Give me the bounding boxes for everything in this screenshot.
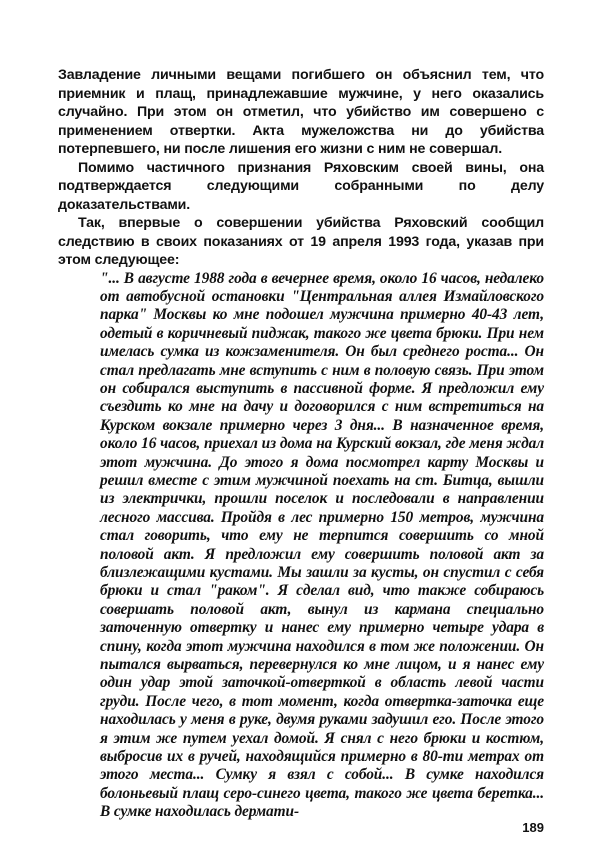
testimony-quote: "... В августе 1988 года в вечернее время, около 16 часов, недалеко от автобусной остановки "Центральная аллея Измайловского парка" Москвы ко мне подошел мужчина примерно 40-43 лет, одетый в коричневый пиджак, такого же цвета брюки. При нем имелась сумка из кожзаменителя. Он был среднего роста... Он стал предлагать мне вступить с ним в половую связь. При этом он собирался выступить в пассивной форме. Я предложил ему съездить ко мне на дачу и договорился с ним встретиться на Курском вокзале примерно через 3 дня... В назначенное время, около 16 часов, приехал из дома на Курский вокзал, где меня ждал этот мужчина. До этого я дома посмотрел карту Москвы и решил вместе с этим мужчиной поехать на ст. Битца, вышли из электрички, прошли поселок и последовали в направлении лесного массива. Пройдя в лес примерно 150 метров, мужчина стал говорить, что ему не терпится совершить со мной половой акт. Я предложил ему совершить половой акт за близлежащими кустами. Мы зашли за кусты, он спустил с себя брюки и стал "раком". Я сделал вид, что также собираюсь совершать половой акт, вынул из кармана специально заточенную отвертку и нанес ему примерно четыре удара в спину, когда этот мужчина находился в том же положении. Он пытался вырваться, перевернулся ко мне лицом, и я нанес ему один удар этой заточкой-отверткой в область левой части груди. После чего, в тот момент, когда отвертка-заточка еще находилась у меня в руке, двумя руками задушил его. После этого я этим же путем уехал домой. Я снял с него брюки и костюм, выбросив их в ручей, находящийся примерно в 80-ти метрах от этого места... Сумку я взял с собой... В сумке находился болоньевый плащ серо-синего цвета, такого же цвета беретка... В сумке находилась дермати- bbox=[100, 269, 544, 821]
paragraph-belongings: Завладение личными вещами погибшего он объяснил тем, что приемник и плащ, принадлежавшие мужчине, у него оказались случайно. При этом он отметил, что убийство им совершено с применением отвертки. Акта мужеложства ни до убийства потерпевшего, ни после лишения его жизни с ним не совершал. bbox=[58, 67, 544, 157]
page-number: 189 bbox=[522, 820, 544, 835]
paragraph-evidence: Помимо частичного признания Ряховским своей вины, она подтверждается следующими собранными по делу доказательствами. bbox=[58, 159, 544, 213]
paragraph-testimony-intro: Так, впервые о совершении убийства Ряховский сообщил следствию в своих показаниях от 19 апреля 1993 года, указав при этом следующее: bbox=[58, 215, 544, 268]
